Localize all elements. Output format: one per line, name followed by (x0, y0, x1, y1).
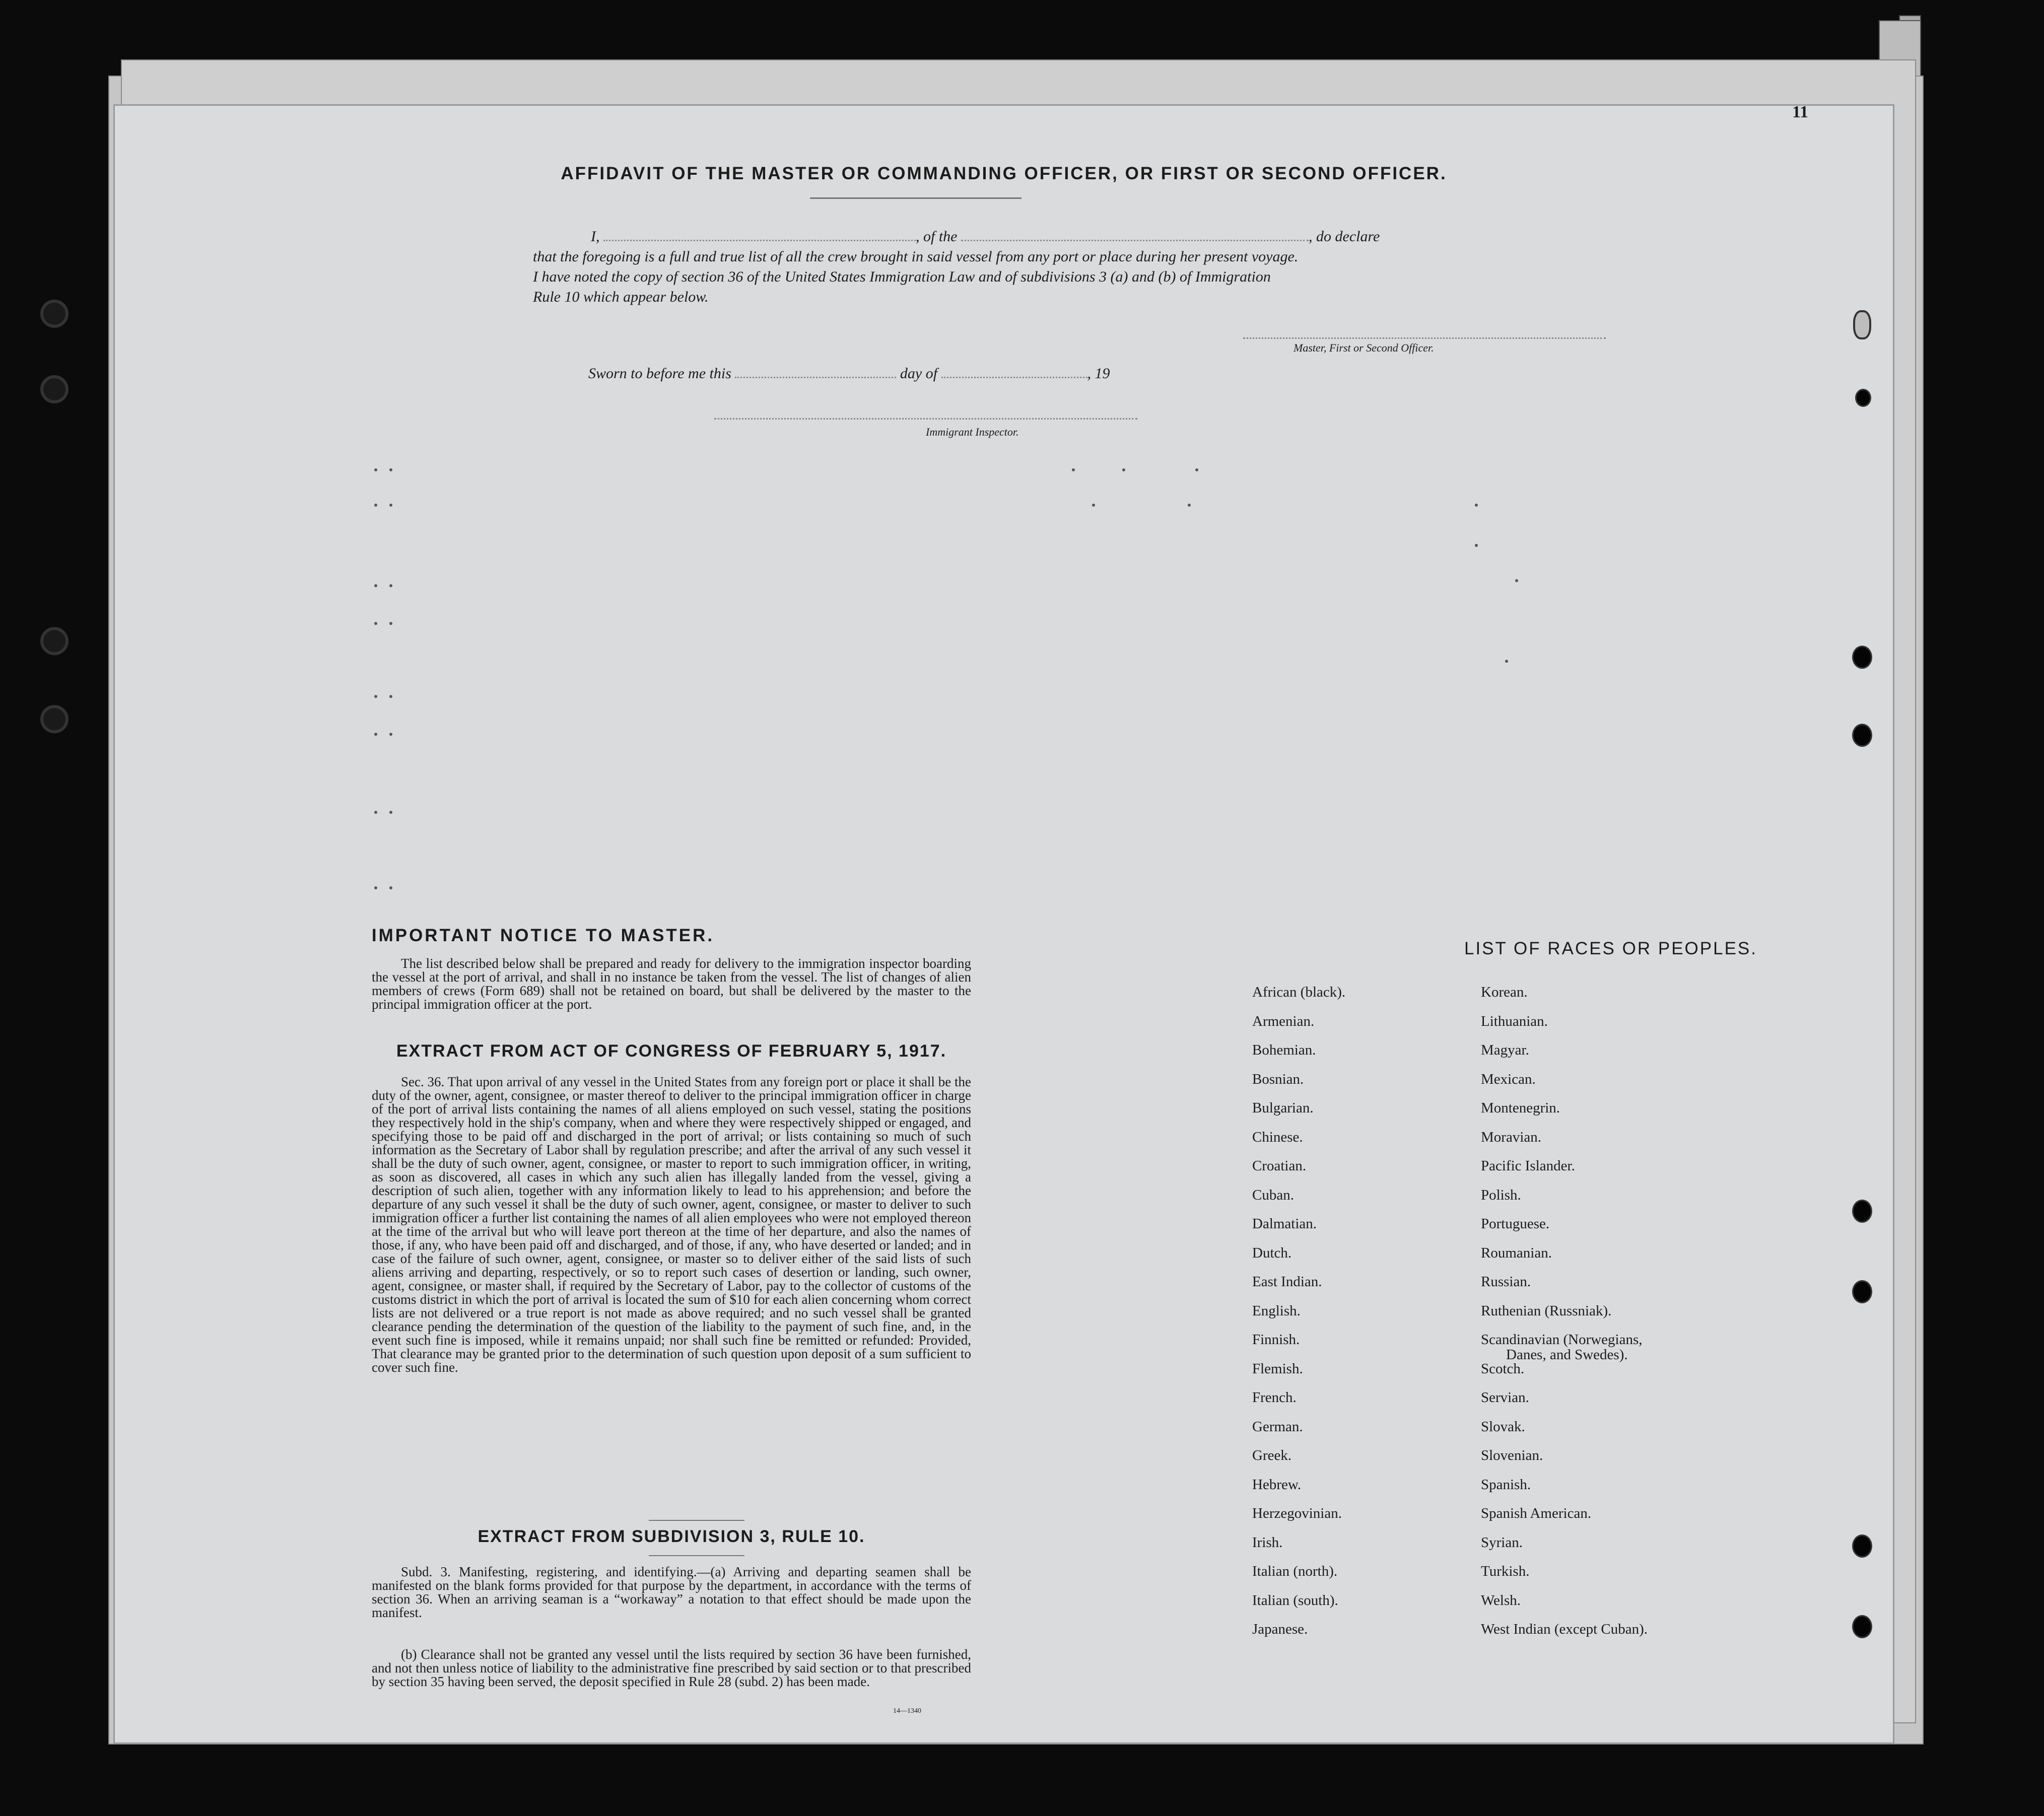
signature-blank[interactable] (1243, 337, 1606, 339)
speck (1515, 579, 1518, 582)
speck (374, 504, 377, 507)
speck (1475, 504, 1478, 507)
race-item: Cuban. (1252, 1186, 1294, 1203)
race-item: Lithuanian. (1481, 1013, 1548, 1029)
race-item-scandinavian: Scandinavian (Norwegians, (1481, 1332, 1643, 1348)
race-item (1481, 1332, 1648, 1361)
affidavit-i: I, (591, 228, 600, 245)
section-divider (649, 1520, 744, 1521)
sworn-line (588, 364, 1110, 384)
race-item: Servian. (1481, 1389, 1529, 1406)
race-item: Turkish. (1481, 1563, 1530, 1579)
race-item: Moravian. (1481, 1129, 1541, 1145)
speck (374, 695, 377, 698)
document-page (115, 103, 1893, 1742)
form-number: 14—1340 (893, 1707, 921, 1715)
races-title: LIST OF RACES OR PEOPLES. (1464, 939, 1757, 958)
speck (389, 622, 392, 625)
name-blank[interactable] (603, 240, 916, 241)
act-extract-body: Sec. 36. That upon arrival of any vessel in the United States from any foreign port or place it shall be the duty of the owner, agent, consignee, or master thereof to deliver to the principal immigration officer in charge of the port of arrival lists containing the names of all aliens employed on such vessel, stating the positions they respectively hold in the ship's company, when and where they were respectively shipped or engaged, and specifying those to be paid off and discharged in the port of arrival; or lists containing so much of such information as the Secretary of Labor shall by regulation prescribe; and after the arrival of any such vessel it shall be the duty of such owner, agent, consignee, or master to report to such immigration officer, in writing, as soon as discovered, all cases in which any such alien has illegally landed from the vessel, giving a description of such alien, together with any information likely to lead to his apprehension; and before the departure of any such vessel it shall be the duty of such owner, agent, consignee, or master to deliver to such immigration officer a further list containing the names of all alien employees who were not employed thereon at the time of the arrival but who will leave port thereon at the time of her departure, and also the names of those, if any, who have been paid off and discharged, and of those, if any, who have deserted or landed; and in case of the failure of such owner, agent, consignee, or master so to deliver either of the said lists of such aliens arriving and departing, respectively, or so to report such cases of desertion or landing, such owner, agent, consignee, or master shall, if required by the Secretary of Labor, pay to the collector of customs of the customs district in which the port of arrival is located the sum of $10 for each alien concerning whom correct lists are not delivered or a true report is not made as above required; and no such vessel shall be granted clearance pending the determination of the question of the liability to the payment of such fine, and, in the event such fine is imposed, while it remains unpaid; nor shall such fine be remitted or refunded: Provided, That clearance may be granted prior to the determination of such question upon deposit of a sum sufficient to cover such fine. (372, 1074, 971, 1375)
race-item: Montenegrin. (1481, 1100, 1560, 1116)
race-item: Korean. (1481, 984, 1528, 1000)
speck (1072, 468, 1075, 471)
binder-ring-icon (40, 627, 69, 655)
race-item: Bohemian. (1252, 1042, 1316, 1058)
speck (1188, 504, 1191, 507)
race-item: Mexican. (1481, 1071, 1536, 1087)
affidavit-line-3: I have noted the copy of section 36 of the United States Immigration Law and of subdivisions 3 (a) and (b) of Immigration (533, 268, 1271, 285)
race-item: Chinese. (1252, 1129, 1303, 1145)
binder-ring-icon (40, 705, 69, 733)
speck (1092, 504, 1095, 507)
race-item: Slovenian. (1481, 1447, 1543, 1463)
sworn-day-blank[interactable] (735, 377, 896, 378)
race-item: Russian. (1481, 1274, 1531, 1290)
race-item: Hebrew. (1252, 1476, 1302, 1493)
section-divider (649, 1555, 744, 1556)
punch-hole-icon (1854, 1536, 1871, 1556)
punch-hole-icon (1854, 1201, 1871, 1221)
punch-hole-icon (1854, 1617, 1871, 1637)
affidavit-line-1 (591, 227, 1380, 247)
race-item: Syrian. (1481, 1534, 1523, 1551)
race-item: Ruthenian (Russniak). (1481, 1302, 1612, 1319)
race-item: Roumanian. (1481, 1244, 1552, 1261)
race-item: Italian (north). (1252, 1563, 1338, 1579)
speck (374, 886, 377, 889)
speck (374, 584, 377, 587)
speck (374, 733, 377, 736)
binder-ring-icon (40, 375, 69, 403)
race-item: Bulgarian. (1252, 1100, 1314, 1116)
race-item: Scotch. (1481, 1360, 1525, 1377)
race-item: Flemish. (1252, 1360, 1303, 1377)
vessel-blank[interactable] (961, 240, 1309, 241)
races-column-2 (1481, 985, 1648, 1651)
notice-title: IMPORTANT NOTICE TO MASTER. (371, 926, 715, 945)
speck (1122, 468, 1125, 471)
inspector-caption: Immigrant Inspector. (926, 426, 1019, 438)
affidavit-line-2: that the foregoing is a full and true list of all the crew brought in said vessel from any port or place during her present voyage. (533, 248, 1299, 265)
race-item: Slovak. (1481, 1418, 1525, 1435)
race-item: Irish. (1252, 1534, 1283, 1551)
race-item: Italian (south). (1252, 1592, 1338, 1609)
race-item: Armenian. (1252, 1013, 1315, 1029)
speck (1505, 660, 1508, 663)
speck (374, 811, 377, 814)
inspector-signature-blank[interactable] (714, 418, 1137, 420)
race-item: Dutch. (1252, 1244, 1292, 1261)
affidavit-title: AFFIDAVIT OF THE MASTER OR COMMANDING OFFICER, OR FIRST OR SECOND OFFICER. (561, 164, 1447, 183)
act-extract-title: EXTRACT FROM ACT OF CONGRESS OF FEBRUARY 5, 1917. (396, 1041, 947, 1061)
sworn-text: Sworn to before me this (588, 365, 731, 382)
signer-caption: Master, First or Second Officer. (1293, 341, 1434, 354)
speck (389, 811, 392, 814)
speck (389, 504, 392, 507)
race-item: Spanish American. (1481, 1505, 1592, 1521)
race-item: Portuguese. (1481, 1216, 1550, 1232)
speck (389, 733, 392, 736)
binder-ring-icon (40, 300, 69, 328)
race-item: Welsh. (1481, 1592, 1521, 1609)
punch-hole-icon (1854, 1282, 1871, 1302)
speck (374, 468, 377, 471)
speck (389, 695, 392, 698)
race-item: Croatian. (1252, 1158, 1307, 1174)
race-item: Dalmatian. (1252, 1216, 1317, 1232)
day-of-text: day of (900, 365, 938, 382)
race-item: French. (1252, 1389, 1297, 1406)
speck (389, 584, 392, 587)
rule-extract-para-b: (b) Clearance shall not be granted any vessel until the lists required by section 36 have been furnished, and not then unless notice of liability to the administrative fine prescribed by said section or to that prescribed by section 35 having been served, the deposit specified in Rule 28 (subd. 2) has been made. (372, 1647, 971, 1689)
punch-hole-icon (1857, 390, 1870, 405)
races-column-1 (1252, 985, 1345, 1651)
notice-body: The list described below shall be prepared and ready for delivery to the immigration inspector boarding the vessel at the port of arrival, and shall in no instance be taken from the vessel. The list of changes of alien members of crews (Form 689) shall not be retained on board, but shall be delivered by the master to the principal immigration officer at the port. (372, 956, 971, 1012)
race-item: Finnish. (1252, 1332, 1300, 1348)
affidavit-line-4: Rule 10 which appear below. (533, 289, 709, 305)
margin-mark: 11 (1792, 103, 1809, 121)
race-item: Spanish. (1481, 1476, 1531, 1493)
rule-extract-title: EXTRACT FROM SUBDIVISION 3, RULE 10. (478, 1527, 865, 1546)
speck (389, 468, 392, 471)
race-item: Magyar. (1481, 1042, 1529, 1058)
affidavit-do-declare: , do declare (1309, 228, 1380, 245)
punch-hole-icon (1854, 647, 1871, 667)
punch-hole-icon (1854, 725, 1871, 745)
race-item: Japanese. (1252, 1621, 1308, 1637)
speck (389, 886, 392, 889)
race-item: East Indian. (1252, 1274, 1322, 1290)
race-item: Bosnian. (1252, 1071, 1304, 1087)
race-item: English. (1252, 1302, 1301, 1319)
race-item: Pacific Islander. (1481, 1158, 1575, 1174)
binder-clip-icon (1855, 312, 1869, 337)
race-item: Greek. (1252, 1447, 1292, 1463)
year-prefix: , 19 (1087, 365, 1110, 382)
race-item: Herzegovinian. (1252, 1505, 1342, 1521)
race-item: African (black). (1252, 984, 1346, 1000)
race-item: German. (1252, 1418, 1303, 1435)
race-item: West Indian (except Cuban). (1481, 1621, 1648, 1637)
speck (374, 622, 377, 625)
rule-extract-para-a: Subd. 3. Manifesting, registering, and identifying.—(a) Arriving and departing seamen shall be manifested on the blank forms provided for that purpose by the department, in accordance with the terms of section 36. When an arriving seaman is a “workaway” a notation to that effect should be made upon the manifest. (372, 1564, 971, 1620)
race-item: Polish. (1481, 1186, 1521, 1203)
speck (1475, 544, 1478, 547)
title-rule (810, 197, 1021, 199)
race-item-scandinavian-cont: Danes, and Swedes). (1506, 1347, 1628, 1363)
speck (1195, 468, 1198, 471)
sworn-month-blank[interactable] (941, 377, 1087, 378)
affidavit-of-the: , of the (916, 228, 958, 245)
